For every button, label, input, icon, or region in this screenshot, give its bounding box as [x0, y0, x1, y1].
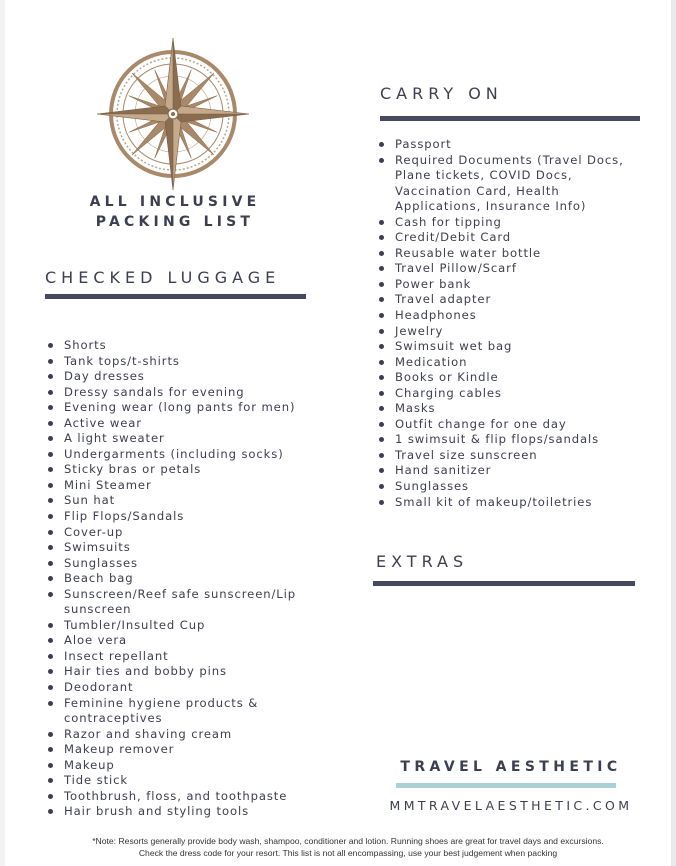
list-item: Shorts: [46, 338, 306, 354]
list-item: Feminine hygiene products & contraceptives: [46, 696, 306, 727]
list-item: Outfit change for one day: [377, 417, 639, 433]
list-item: Razor and shaving cream: [46, 727, 306, 743]
list-item: Active wear: [46, 416, 306, 432]
list-item: Beach bag: [46, 571, 306, 587]
list-item: Passport: [377, 137, 639, 153]
list-item: Travel adapter: [377, 292, 639, 308]
brand-name: TRAVEL AESTHETIC: [400, 759, 622, 775]
footnote-line-2: Check the dress code for your resort. This list is not all encompassing, use your best judgement when packing: [138, 848, 558, 858]
list-item: Travel Pillow/Scarf: [377, 261, 639, 277]
list-item: Sunscreen/Reef safe sunscreen/Lip sunscreen: [46, 587, 306, 618]
list-item: Tide stick: [46, 773, 306, 789]
list-item: Books or Kindle: [377, 370, 639, 386]
list-item: Dressy sandals for evening: [46, 385, 306, 401]
list-item: Masks: [377, 401, 639, 417]
list-item: Swimsuit wet bag: [377, 339, 639, 355]
list-item: Sunglasses: [46, 556, 306, 572]
list-item: Small kit of makeup/toiletries: [377, 495, 639, 511]
list-item: Jewelry: [377, 324, 639, 340]
list-item: Deodorant: [46, 680, 306, 696]
list-item: Flip Flops/Sandals: [46, 509, 306, 525]
list-item: Insect repellant: [46, 649, 306, 665]
list-item: Sticky bras or petals: [46, 462, 306, 478]
checked-luggage-rule: [45, 294, 306, 299]
list-item: Medication: [377, 355, 639, 371]
list-item: Sunglasses: [377, 479, 639, 495]
list-item: Undergarments (including socks): [46, 447, 306, 463]
list-item: Travel size sunscreen: [377, 448, 639, 464]
brand-accent-bar: [396, 783, 616, 788]
list-item: Reusable water bottle: [377, 246, 639, 262]
list-item: Cover-up: [46, 525, 306, 541]
checked-luggage-heading: CHECKED LUGGAGE: [45, 268, 281, 287]
list-item: Swimsuits: [46, 540, 306, 556]
carry-on-heading: CARRY ON: [380, 84, 503, 103]
title-line-1: ALL INCLUSIVE: [89, 194, 261, 210]
list-item: Power bank: [377, 277, 639, 293]
list-item: Mini Steamer: [46, 478, 306, 494]
title-line-2: PACKING LIST: [95, 214, 255, 230]
list-item: Hair brush and styling tools: [46, 804, 306, 820]
list-item: Tumbler/Insulted Cup: [46, 618, 306, 634]
page-edge-left: [0, 0, 5, 866]
list-item: A light sweater: [46, 431, 306, 447]
list-item: Cash for tipping: [377, 215, 639, 231]
extras-heading: EXTRAS: [376, 552, 469, 571]
list-item: Headphones: [377, 308, 639, 324]
list-item: Required Documents (Travel Docs, Plane tickets, COVID Docs, Vaccination Card, Health Applications, Insurance Info): [377, 153, 639, 215]
list-item: 1 swimsuit & flip flops/sandals: [377, 432, 639, 448]
list-item: Aloe vera: [46, 633, 306, 649]
list-item: Hand sanitizer: [377, 463, 639, 479]
list-item: Evening wear (long pants for men): [46, 400, 306, 416]
carry-on-rule: [380, 116, 640, 121]
extras-rule: [373, 581, 635, 586]
list-item: Makeup remover: [46, 742, 306, 758]
checked-luggage-list: [46, 338, 306, 820]
compass-rose-icon: [88, 36, 258, 196]
carry-on-list: [377, 137, 639, 510]
footnote-line-1: *Note: Resorts generally provide body wash, shampoo, conditioner and lotion. Running shoes are great for travel days and excursions.: [92, 836, 604, 846]
list-item: Tank tops/t-shirts: [46, 354, 306, 370]
list-item: Sun hat: [46, 493, 306, 509]
list-item: Day dresses: [46, 369, 306, 385]
list-item: Makeup: [46, 758, 306, 774]
list-item: Charging cables: [377, 386, 639, 402]
website-url: MMTRAVELAESTHETIC.COM: [389, 798, 633, 813]
page-edge-right: [671, 0, 676, 866]
list-item: Hair ties and bobby pins: [46, 664, 306, 680]
list-item: Credit/Debit Card: [377, 230, 639, 246]
list-item: Toothbrush, floss, and toothpaste: [46, 789, 306, 805]
